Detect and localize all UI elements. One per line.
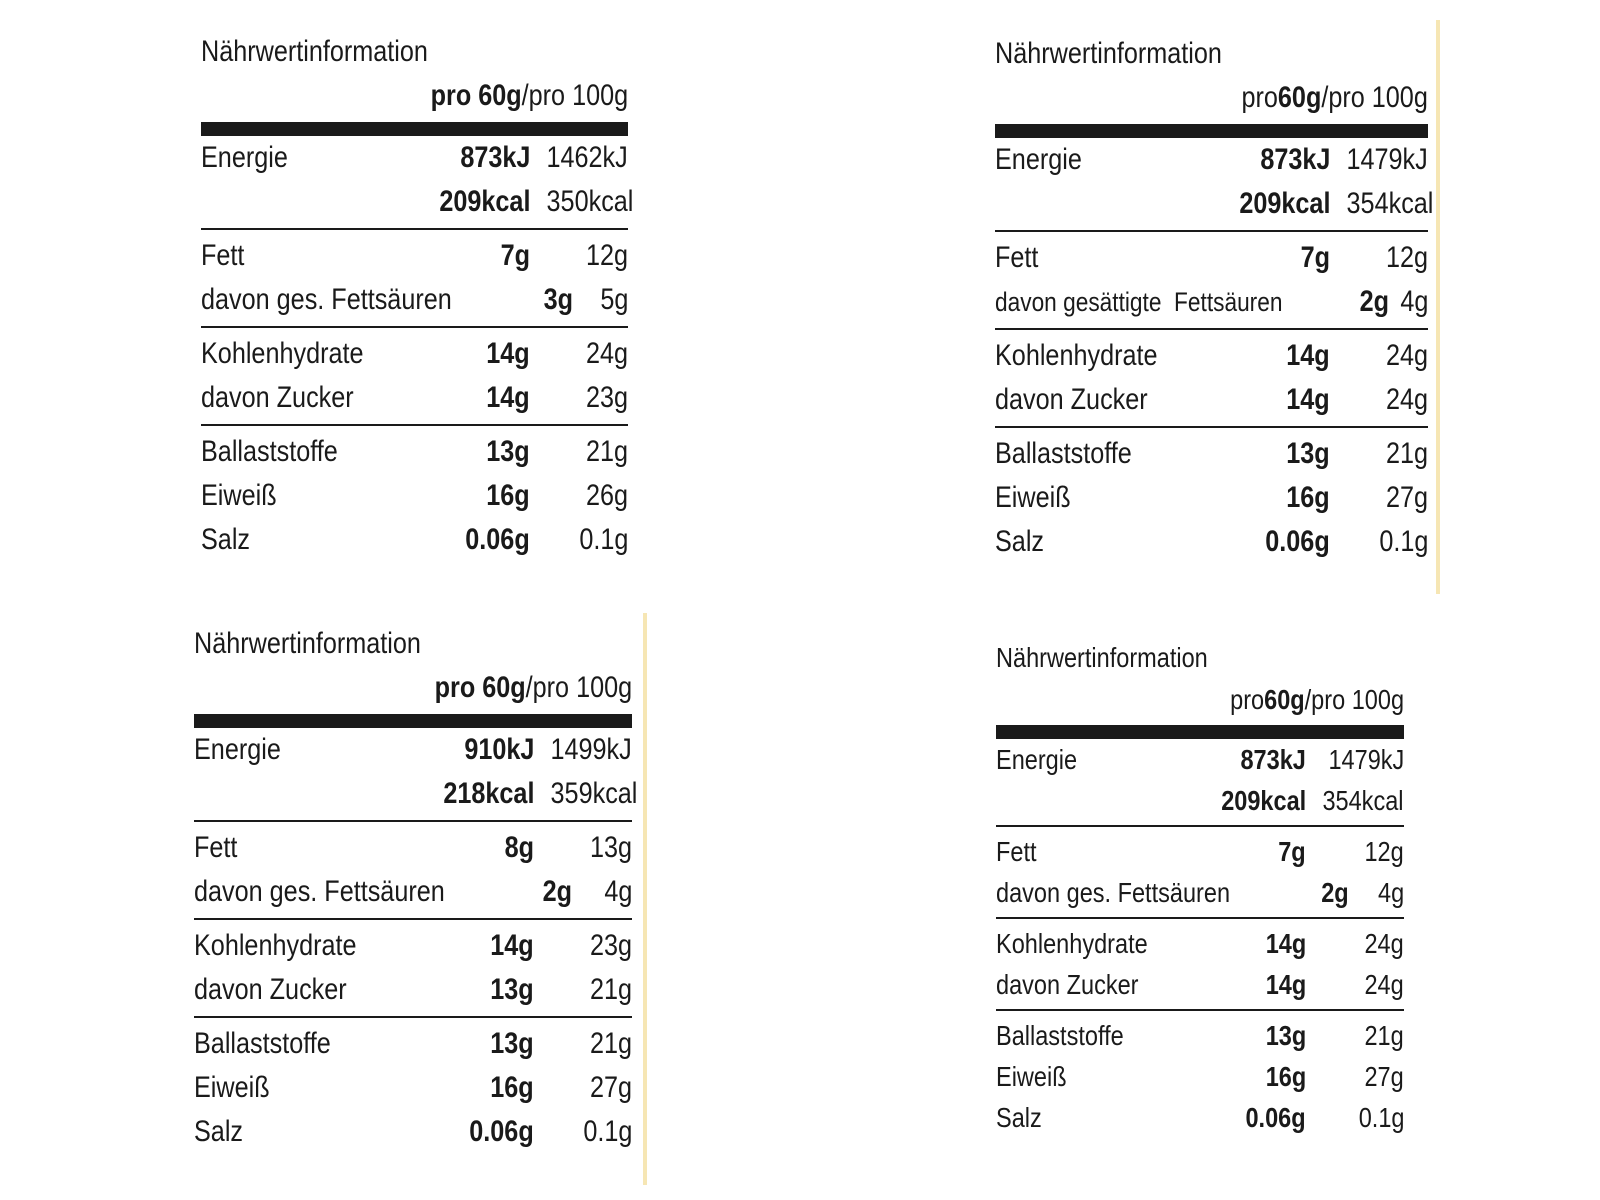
per-portion-header: pro 60g — [430, 79, 522, 112]
per-100-header: pro 100g — [1311, 684, 1404, 715]
protein-100: 26g — [585, 479, 628, 512]
energy-kcal-100: 350kcal — [546, 185, 634, 218]
carbs-portion: 14g — [486, 337, 530, 370]
sugar-100: 23g — [585, 381, 628, 414]
protein-label: Eiweiß — [995, 481, 1071, 514]
sugar-portion: 13g — [490, 973, 534, 1006]
carbs-row — [194, 924, 632, 968]
panel-title: Nährwertinformation — [995, 37, 1222, 70]
per-portion-amount: 60g — [1264, 684, 1305, 715]
sugar-row — [194, 968, 632, 1012]
sugar-100: 24g — [1364, 969, 1404, 1000]
nutrition-panel — [194, 622, 638, 1154]
per-portion-amount: 60g — [1278, 81, 1322, 114]
sat-fat-100: 4g — [603, 875, 632, 908]
divider — [201, 326, 628, 328]
fiber-portion: 13g — [1286, 437, 1330, 470]
fat-row — [995, 236, 1428, 280]
salt-portion: 0.06g — [469, 1115, 534, 1148]
fat-100: 12g — [585, 239, 628, 272]
salt-portion: 0.06g — [465, 523, 530, 556]
sat-fat-row — [194, 870, 632, 914]
fiber-row — [995, 432, 1428, 476]
sat-fat-portion: 2g — [542, 875, 573, 908]
carbs-100: 24g — [1385, 339, 1428, 372]
sugar-row — [996, 964, 1404, 1005]
energy-kcal-row — [996, 780, 1404, 821]
divider — [996, 1009, 1404, 1011]
thick-divider — [194, 714, 632, 728]
fiber-100: 21g — [1364, 1020, 1404, 1051]
protein-100: 27g — [1385, 481, 1428, 514]
thick-divider — [201, 122, 628, 136]
carbs-100: 24g — [585, 337, 628, 370]
energy-kcal-row — [194, 772, 638, 816]
salt-portion: 0.06g — [1245, 1102, 1306, 1133]
salt-row — [996, 1097, 1404, 1138]
salt-label: Salz — [201, 523, 251, 556]
energy-kcal-100: 354kcal — [1322, 785, 1404, 816]
per-portion-prefix: pro — [1230, 684, 1265, 715]
energy-kj-100: 1462kJ — [546, 141, 628, 174]
protein-100: 27g — [589, 1071, 632, 1104]
energy-kj-portion: 873kJ — [459, 141, 530, 174]
energy-kcal-portion: 209kcal — [1220, 785, 1306, 816]
divider — [201, 228, 628, 230]
thick-divider — [995, 124, 1428, 138]
carbs-portion: 14g — [490, 929, 534, 962]
energy-label: Energie — [194, 733, 281, 766]
fiber-label: Ballaststoffe — [201, 435, 338, 468]
carbs-label: Kohlenhydrate — [996, 928, 1148, 959]
fat-100: 12g — [1385, 241, 1428, 274]
energy-kcal-portion: 209kcal — [1238, 187, 1330, 220]
fat-portion: 8g — [504, 831, 534, 864]
protein-row — [194, 1066, 632, 1110]
sugar-portion: 14g — [1286, 383, 1330, 416]
protein-100: 27g — [1364, 1061, 1404, 1092]
energy-kj-row — [194, 728, 632, 772]
fat-label: Fett — [194, 831, 238, 864]
sat-fat-row — [201, 278, 628, 322]
nutrition-panel — [995, 32, 1434, 564]
carbs-portion: 14g — [1265, 928, 1307, 959]
fat-100: 13g — [589, 831, 632, 864]
fat-portion: 7g — [1300, 241, 1330, 274]
energy-kj-row — [201, 136, 628, 180]
protein-row — [996, 1056, 1404, 1097]
carbs-label: Kohlenhydrate — [995, 339, 1158, 372]
energy-kcal-portion: 218kcal — [442, 777, 534, 810]
salt-row — [995, 520, 1428, 564]
divider — [996, 825, 1404, 827]
column-header — [995, 76, 1428, 120]
sugar-row — [995, 378, 1428, 422]
fiber-100: 21g — [589, 1027, 632, 1060]
salt-label: Salz — [995, 525, 1045, 558]
protein-portion: 16g — [1286, 481, 1330, 514]
energy-label: Energie — [201, 141, 288, 174]
divider — [995, 328, 1428, 330]
fat-label: Fett — [201, 239, 245, 272]
panel-title: Nährwertinformation — [201, 35, 428, 68]
sat-fat-label: davon ges. Fettsäuren — [194, 875, 445, 908]
energy-kcal-row — [995, 182, 1434, 226]
divider — [995, 230, 1428, 232]
divider — [201, 424, 628, 426]
sat-fat-label: davon ges. Fettsäuren — [201, 283, 452, 316]
sugar-label: davon Zucker — [194, 973, 347, 1006]
header-separator: / — [1321, 81, 1329, 114]
header-separator: / — [525, 671, 533, 704]
per-100-header: pro 100g — [532, 671, 632, 704]
energy-kj-100: 1479kJ — [1346, 143, 1428, 176]
protein-label: Eiweiß — [194, 1071, 270, 1104]
fat-row — [201, 234, 628, 278]
fiber-row — [194, 1022, 632, 1066]
carbs-label: Kohlenhydrate — [194, 929, 357, 962]
salt-row — [194, 1110, 632, 1154]
energy-kj-100: 1499kJ — [550, 733, 632, 766]
fiber-100: 21g — [1385, 437, 1428, 470]
sat-fat-100: 4g — [1377, 877, 1404, 908]
fat-portion: 7g — [500, 239, 530, 272]
sugar-label: davon Zucker — [996, 969, 1139, 1000]
salt-portion: 0.06g — [1265, 525, 1330, 558]
per-portion-header: pro 60g — [434, 671, 526, 704]
fiber-label: Ballaststoffe — [194, 1027, 331, 1060]
protein-row — [201, 474, 628, 518]
column-header — [201, 74, 628, 118]
divider — [194, 1016, 632, 1018]
accent-stripe — [643, 613, 647, 1185]
salt-label: Salz — [194, 1115, 244, 1148]
fat-label: Fett — [996, 836, 1037, 867]
accent-stripe — [1436, 20, 1440, 594]
per-100-header: pro 100g — [528, 79, 628, 112]
sat-fat-label: davon gesättigte Fettsäuren — [995, 287, 1283, 317]
energy-kcal-portion: 209kcal — [438, 185, 530, 218]
sugar-label: davon Zucker — [201, 381, 354, 414]
sugar-100: 24g — [1385, 383, 1428, 416]
carbs-row — [995, 334, 1428, 378]
carbs-label: Kohlenhydrate — [201, 337, 364, 370]
thick-divider — [996, 725, 1404, 739]
sugar-portion: 14g — [486, 381, 530, 414]
fiber-label: Ballaststoffe — [995, 437, 1132, 470]
energy-kj-portion: 873kJ — [1240, 744, 1306, 775]
sat-fat-label: davon ges. Fettsäuren — [996, 877, 1231, 908]
fat-row — [996, 831, 1404, 872]
nutrition-panel — [996, 637, 1404, 1138]
protein-portion: 16g — [1265, 1061, 1306, 1092]
energy-label: Energie — [995, 143, 1082, 176]
energy-kj-portion: 873kJ — [1259, 143, 1330, 176]
fiber-label: Ballaststoffe — [996, 1020, 1124, 1051]
divider — [995, 426, 1428, 428]
panel-title: Nährwertinformation — [194, 627, 421, 660]
sat-fat-portion: 2g — [1359, 285, 1389, 318]
sugar-label: davon Zucker — [995, 383, 1148, 416]
salt-100: 0.1g — [582, 1115, 632, 1148]
fiber-portion: 13g — [486, 435, 530, 468]
per-100-header: pro 100g — [1328, 81, 1428, 114]
divider — [194, 918, 632, 920]
fiber-row — [201, 430, 628, 474]
energy-kj-portion: 910kJ — [463, 733, 534, 766]
divider — [996, 917, 1404, 919]
salt-100: 0.1g — [578, 523, 628, 556]
sat-fat-100: 5g — [599, 283, 628, 316]
fiber-portion: 13g — [1265, 1020, 1306, 1051]
fiber-row — [996, 1015, 1404, 1056]
fat-row — [194, 826, 632, 870]
energy-kj-row — [996, 739, 1404, 780]
sat-fat-row — [995, 280, 1428, 324]
header-separator: / — [1304, 684, 1312, 715]
carbs-portion: 14g — [1286, 339, 1330, 372]
energy-kcal-100: 359kcal — [550, 777, 638, 810]
column-header — [194, 666, 632, 710]
energy-kcal-100: 354kcal — [1346, 187, 1434, 220]
nutrition-panel — [201, 30, 634, 562]
energy-kcal-row — [201, 180, 634, 224]
sugar-100: 21g — [589, 973, 632, 1006]
column-header — [996, 679, 1404, 721]
sat-fat-row — [996, 872, 1404, 913]
protein-row — [995, 476, 1428, 520]
salt-label: Salz — [996, 1102, 1042, 1133]
header-separator: / — [521, 79, 529, 112]
sugar-row — [201, 376, 628, 420]
salt-100: 0.1g — [1358, 1102, 1404, 1133]
fiber-100: 21g — [585, 435, 628, 468]
fat-100: 12g — [1364, 836, 1404, 867]
fiber-portion: 13g — [490, 1027, 534, 1060]
carbs-row — [201, 332, 628, 376]
protein-portion: 16g — [486, 479, 530, 512]
fat-label: Fett — [995, 241, 1039, 274]
carbs-100: 24g — [1364, 928, 1404, 959]
energy-kj-100: 1479kJ — [1328, 744, 1404, 775]
protein-label: Eiweiß — [996, 1061, 1067, 1092]
carbs-row — [996, 923, 1404, 964]
energy-label: Energie — [996, 744, 1078, 775]
salt-row — [201, 518, 628, 562]
sat-fat-portion: 3g — [543, 283, 573, 316]
divider — [194, 820, 632, 822]
protein-portion: 16g — [490, 1071, 534, 1104]
sat-fat-portion: 2g — [1320, 877, 1349, 908]
carbs-100: 23g — [589, 929, 632, 962]
energy-kj-row — [995, 138, 1428, 182]
protein-label: Eiweiß — [201, 479, 277, 512]
sugar-portion: 14g — [1265, 969, 1306, 1000]
per-portion-prefix: pro — [1241, 81, 1279, 114]
panel-title: Nährwertinformation — [996, 642, 1208, 673]
sat-fat-100: 4g — [1399, 285, 1428, 318]
fat-portion: 7g — [1278, 836, 1306, 867]
salt-100: 0.1g — [1378, 525, 1428, 558]
